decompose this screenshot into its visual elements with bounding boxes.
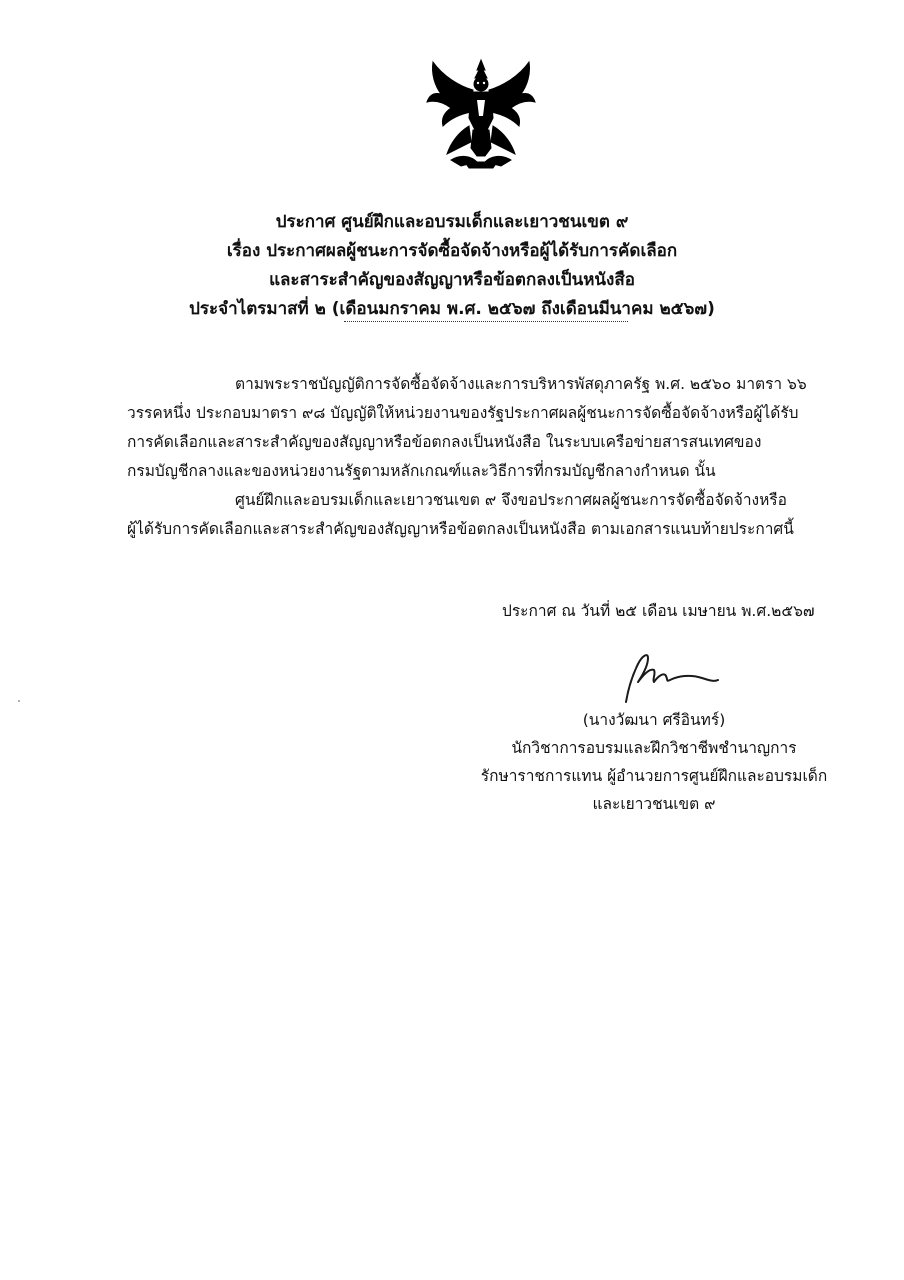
paragraph-1-line: ตามพระราชบัญญัติการจัดซื้อจัดจ้างและการบริหารพัสดุภาครัฐ พ.ศ. ๒๕๖๐ มาตรา ๖๖: [235, 375, 807, 393]
signatory-block: [474, 706, 834, 818]
announcement-date: ประกาศ ณ วันที่ ๒๕ เดือน เมษายน พ.ศ.๒๕๖๗: [502, 602, 815, 620]
garuda-emblem: [421, 56, 541, 171]
header-line-3: และสาระสำคัญของสัญญาหรือข้อตกลงเป็นหนังสือ: [269, 270, 635, 290]
dotted-separator: [344, 321, 628, 322]
signatory-position: นักวิชาการอบรมและฝึกวิชาชีพชำนาญการ: [511, 739, 797, 757]
header-line-4: ประจำไตรมาสที่ ๒ (เดือนมกราคม พ.ศ. ๒๕๖๗ ถึงเดือนมีนาคม ๒๕๖๗): [189, 299, 715, 319]
paragraph-1-line: การคัดเลือกและสาระสำคัญของสัญญาหรือข้อตกลงเป็นหนังสือ ในระบบเครือข่ายสารสนเทศของ: [127, 433, 762, 451]
signatory-name: (นางวัฒนา ศรีอินทร์): [582, 711, 726, 729]
paragraph-2-line: ผู้ได้รับการคัดเลือกและสาระสำคัญของสัญญาหรือข้อตกลงเป็นหนังสือ ตามเอกสารแนบท้ายประกาศนี้: [127, 520, 794, 538]
paragraph-2: [127, 486, 803, 544]
paragraph-1: [127, 370, 807, 486]
scan-speck: [18, 700, 20, 702]
announcement-header: [0, 208, 904, 324]
signatory-acting-line-1: รักษาราชการแทน ผู้อำนวยการศูนย์ฝึกและอบรมเด็ก: [480, 767, 828, 785]
paragraph-1-line: วรรคหนึ่ง ประกอบมาตรา ๙๘ บัญญัติให้หน่วยงานของรัฐประกาศผลผู้ชนะการจัดซื้อจัดจ้างหรือผู้ได้รับ: [127, 404, 799, 422]
header-line-1: ประกาศ ศูนย์ฝึกและอบรมเด็กและเยาวชนเขต ๙: [275, 212, 629, 232]
paragraph-2-line: ศูนย์ฝึกและอบรมเด็กและเยาวชนเขต ๙ จึงขอประกาศผลผู้ชนะการจัดซื้อจัดจ้างหรือ: [235, 491, 787, 509]
header-line-2: เรื่อง ประกาศผลผู้ชนะการจัดซื้อจัดจ้างหรือผู้ได้รับการคัดเลือก: [226, 241, 678, 261]
handwritten-signature: [618, 646, 722, 706]
signatory-acting-line-2: และเยาวชนเขต ๙: [592, 795, 716, 813]
paragraph-1-line: กรมบัญชีกลางและของหน่วยงานรัฐตามหลักเกณฑ์และวิธีการที่กรมบัญชีกลางกำหนด นั้น: [127, 462, 716, 480]
